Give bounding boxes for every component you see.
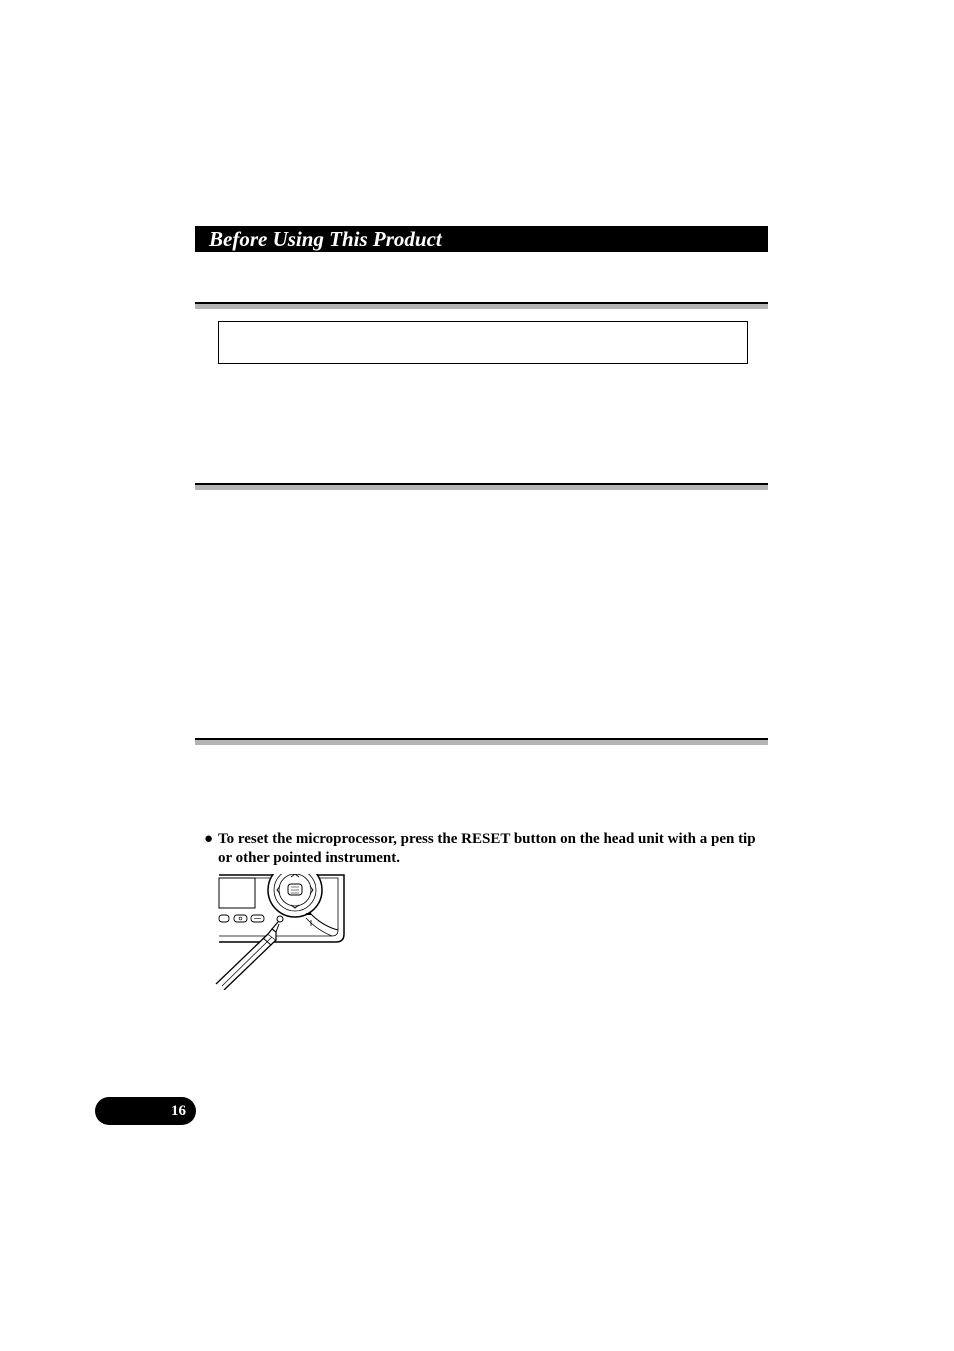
reset-button-illustration-icon (214, 874, 348, 990)
section-divider (195, 483, 768, 490)
bullet-icon: ● (204, 831, 214, 847)
section-divider (195, 302, 768, 309)
chapter-title: Before Using This Product (209, 227, 442, 251)
reset-instruction (204, 830, 772, 868)
page-number: 16 (171, 1103, 186, 1119)
page-number-tab (95, 1097, 196, 1125)
section-divider (195, 738, 768, 745)
note-box (218, 321, 748, 364)
reset-instruction-text: To reset the microprocessor, press the RESET button on the head unit with a pen tip or other pointed instrument. (218, 831, 756, 866)
chapter-header-bar (195, 226, 768, 252)
